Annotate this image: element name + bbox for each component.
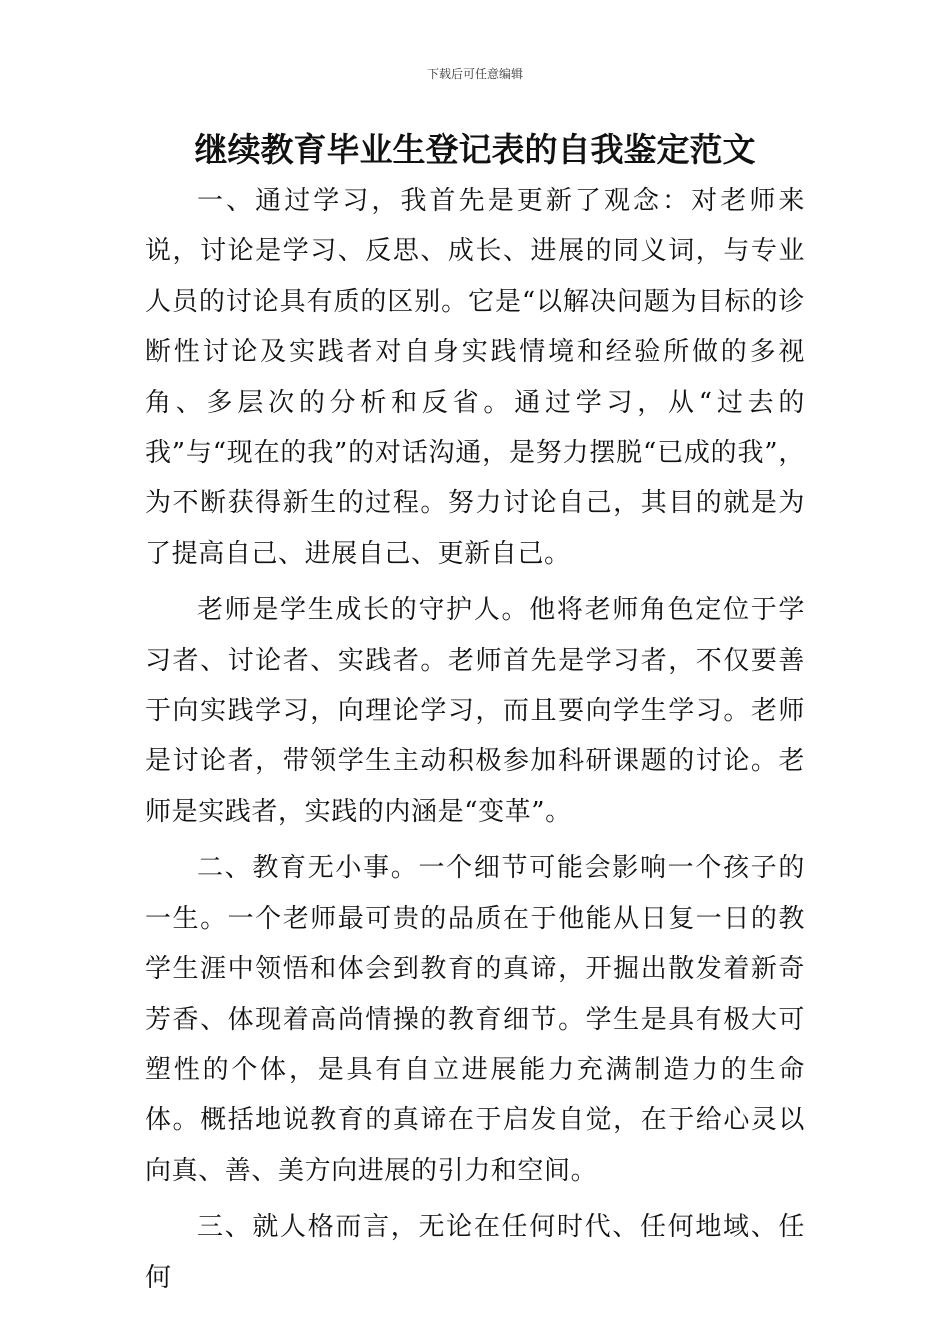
paragraph-3: 二、教育无小事。一个细节可能会影响一个孩子的一生。一个老师最可贵的品质在于他能从日复一日的教学生涯中领悟和体会到教育的真谛，开掘出散发着新奇芳香、体现着高尚情操的教育细节。学生是具有极大可塑性的个体，是具有自立进展能力充满制造力的生命体。概括地说教育的真谛在于启发自觉，在于给心灵以向真、善、美方向进展的引力和空间。	[145, 853, 805, 1186]
header-note: 下载后可任意编辑	[426, 67, 523, 81]
paragraph-1: 一、通过学习，我首先是更新了观念：对老师来说，讨论是学习、反思、成长、进展的同义词，与专业人员的讨论具有质的区别。它是“以解决问题为目标的诊断性讨论及实践者对自身实践情境和经验所做的多视角、多层次的分析和反省。通过学习，从“过去的我”与“现在的我”的对话沟通，是努力摆脱“已成的我”，为不断获得新生的过程。努力讨论自己，其目的就是为了提高自己、进展自己、更新自己。	[145, 186, 805, 569]
paragraph-2: 老师是学生成长的守护人。他将老师角色定位于学习者、讨论者、实践者。老师首先是学习者，不仅要善于向实践学习，向理论学习，而且要向学生学习。老师是讨论者，带领学生主动积极参加科研课题的讨论。老师是实践者，实践的内涵是“变革”。	[145, 595, 805, 827]
document-title: 继续教育毕业生登记表的自我鉴定范文	[194, 130, 756, 169]
document-body	[145, 176, 805, 1309]
paragraph-4: 三、就人格而言，无论在任何时代、任何地域、任何	[145, 1212, 805, 1293]
